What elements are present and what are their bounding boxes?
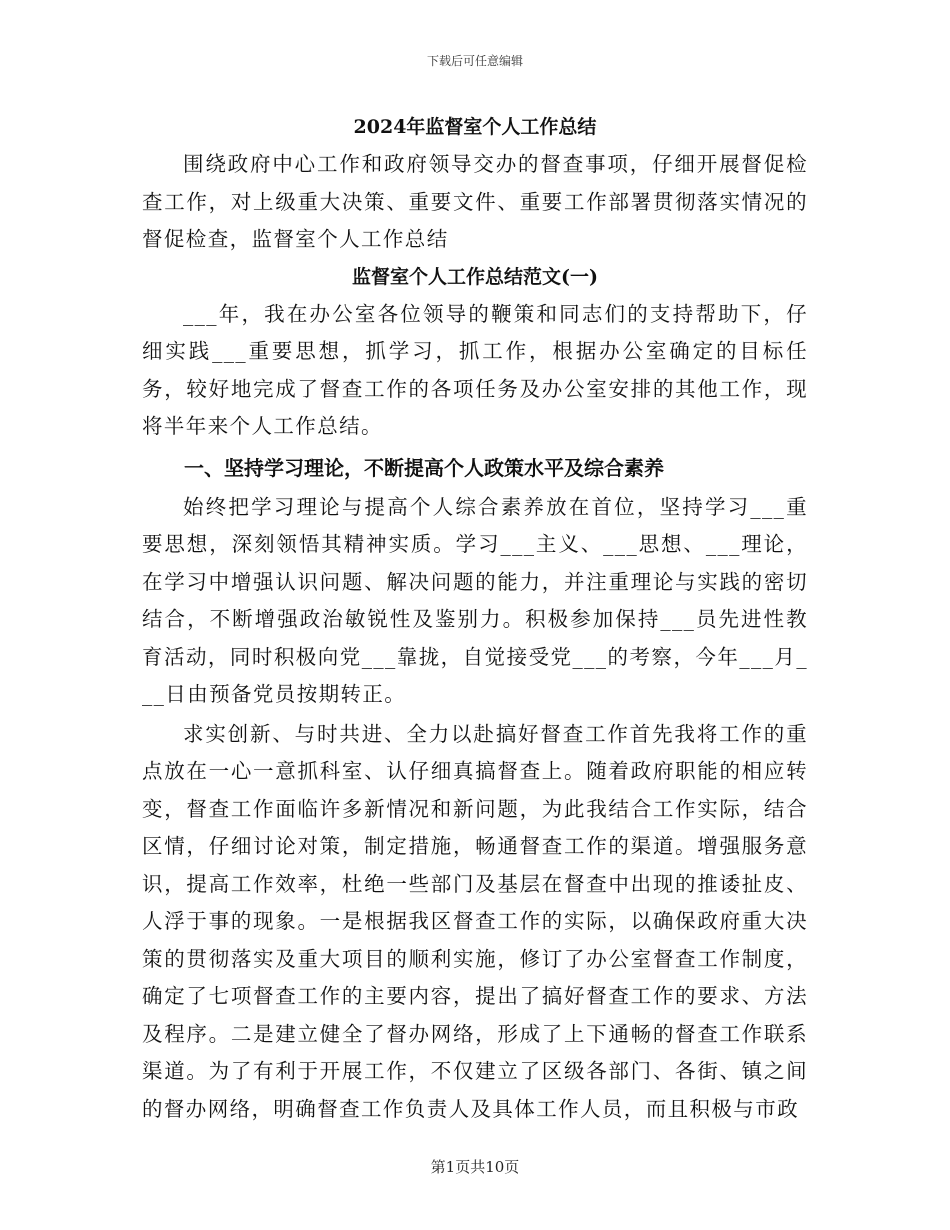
document-subtitle: 监督室个人工作总结范文(一) <box>352 265 598 288</box>
page-header-note: 下载后可任意编辑 <box>426 54 523 68</box>
document-body <box>142 108 808 1128</box>
section-1-heading: 一、坚持学习理论，不断提高个人政策水平及综合素养 <box>184 455 664 480</box>
paragraph-2: 始终把学习理论与提高个人综合素养放在首位，坚持学习___重要思想，深刻领悟其精神实质。学习___主义、___思想、___理论，在学习中增强认识问题、解决问题的能力，并注重理论与实践的密切结合，不断增强政治敏锐性及鉴别力。积极参加保持___员先进性教育活动，同时积极向党___靠拢，自觉接受党___的考察，今年___月___日由预备党员按期转正。 <box>142 494 808 706</box>
intro-paragraph: 围绕政府中心工作和政府领导交办的督查事项，仔细开展督促检查工作，对上级重大决策、重要文件、重要工作部署贯彻落实情况的督促检查，监督室个人工作总结 <box>142 152 808 251</box>
document-title: 2024年监督室个人工作总结 <box>353 116 597 138</box>
paragraph-3: 求实创新、与时共进、全力以赴搞好督查工作首先我将工作的重点放在一心一意抓科室、认仔细真搞督查上。随着政府职能的相应转变，督查工作面临许多新情况和新问题，为此我结合工作实际，结合区情，仔细讨论对策，制定措施，畅通督查工作的渠道。增强服务意识，提高工作效率，杜绝一些部门及基层在督查中出现的推诿扯皮、人浮于事的现象。一是根据我区督查工作的实际，以确保政府重大决策的贯彻落实及重大项目的顺利实施，修订了办公室督查工作制度，确定了七项督查工作的主要内容，提出了搞好督查工作的要求、方法及程序。二是建立健全了督办网络，形成了上下通畅的督查工作联系渠道。为了有利于开展工作，不仅建立了区级各部门、各街、镇之间的督办网络，明确督查工作负责人及具体工作人员，而且积极与市政 <box>142 721 808 1121</box>
page-footer-number: 第1页共10页 <box>430 1158 520 1176</box>
paragraph-1: ___年，我在办公室各位领导的鞭策和同志们的支持帮助下，仔细实践___重要思想，抓学习，抓工作，根据办公室确定的目标任务，较好地完成了督查工作的各项任务及办公室安排的其他工作，现将半年来个人工作总结。 <box>142 301 808 438</box>
